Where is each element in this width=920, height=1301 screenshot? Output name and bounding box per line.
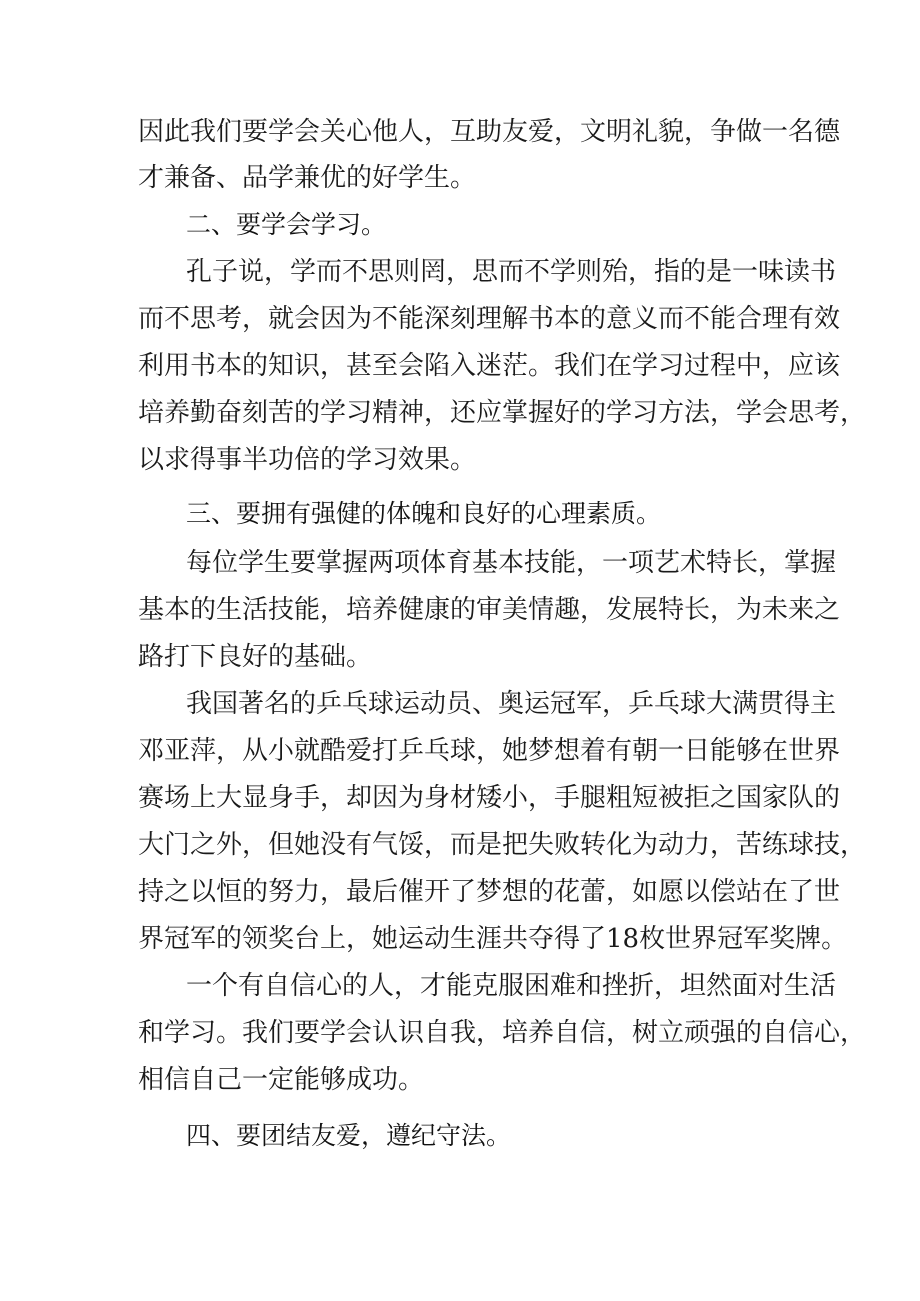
paragraph-line: 路打下良好的基础。 (138, 642, 373, 672)
paragraph-line: 孔子说，学而不思则罔，思而不学则殆，指的是一味读书 (186, 257, 837, 287)
paragraph-line: 持之以恒的努力，最后催开了梦想的花蕾，如愿以偿站在了世 (138, 877, 841, 907)
paragraph-line: 我国著名的乒乓球运动员、奥运冠军，乒乓球大满贯得主 (186, 689, 837, 719)
paragraph-line: 每位学生要掌握两项体育基本技能，一项艺术特长，掌握 (186, 548, 837, 578)
paragraph-line: 因此我们要学会关心他人，互助友爱，文明礼貌，争做一名德 (138, 117, 841, 147)
paragraph-line: 而不思考，就会因为不能深刻理解书本的意义而不能合理有效 (138, 304, 841, 334)
paragraph-line: 界冠军的领奖台上，她运动生涯共夺得了18枚世界冠军奖牌。 (138, 924, 848, 954)
paragraph-line: 以求得事半功倍的学习效果。 (138, 445, 477, 475)
paragraph-line: 大门之外，但她没有气馁，而是把失败转化为动力，苦练球技， (138, 830, 867, 860)
paragraph-line: 赛场上大显身手，却因为身材矮小，手腿粗短被拒之国家队的 (138, 783, 841, 813)
section-heading: 三、要拥有强健的体魄和良好的心理素质。 (186, 499, 662, 528)
paragraph-line: 基本的生活技能，培养健康的审美情趣，发展特长，为未来之 (138, 595, 841, 625)
paragraph-line: 相信自己一定能够成功。 (138, 1065, 425, 1095)
section-heading: 四、要团结友爱，遵纪守法。 (186, 1121, 512, 1150)
section-heading: 二、要学会学习。 (186, 210, 387, 239)
paragraph-line: 和学习。我们要学会认识自我，培养自信，树立顽强的自信心， (138, 1018, 867, 1048)
paragraph-line: 培养勤奋刻苦的学习精神，还应掌握好的学习方法，学会思考， (138, 398, 867, 428)
paragraph-line: 才兼备、品学兼优的好学生。 (138, 163, 477, 193)
paragraph-line: 利用书本的知识，甚至会陷入迷茫。我们在学习过程中，应该 (138, 351, 841, 381)
paragraph-line: 一个有自信心的人，才能克服困难和挫折，坦然面对生活 (186, 971, 837, 1001)
paragraph-line: 邓亚萍，从小就酷爱打乒乓球，她梦想着有朝一日能够在世界 (138, 736, 841, 766)
